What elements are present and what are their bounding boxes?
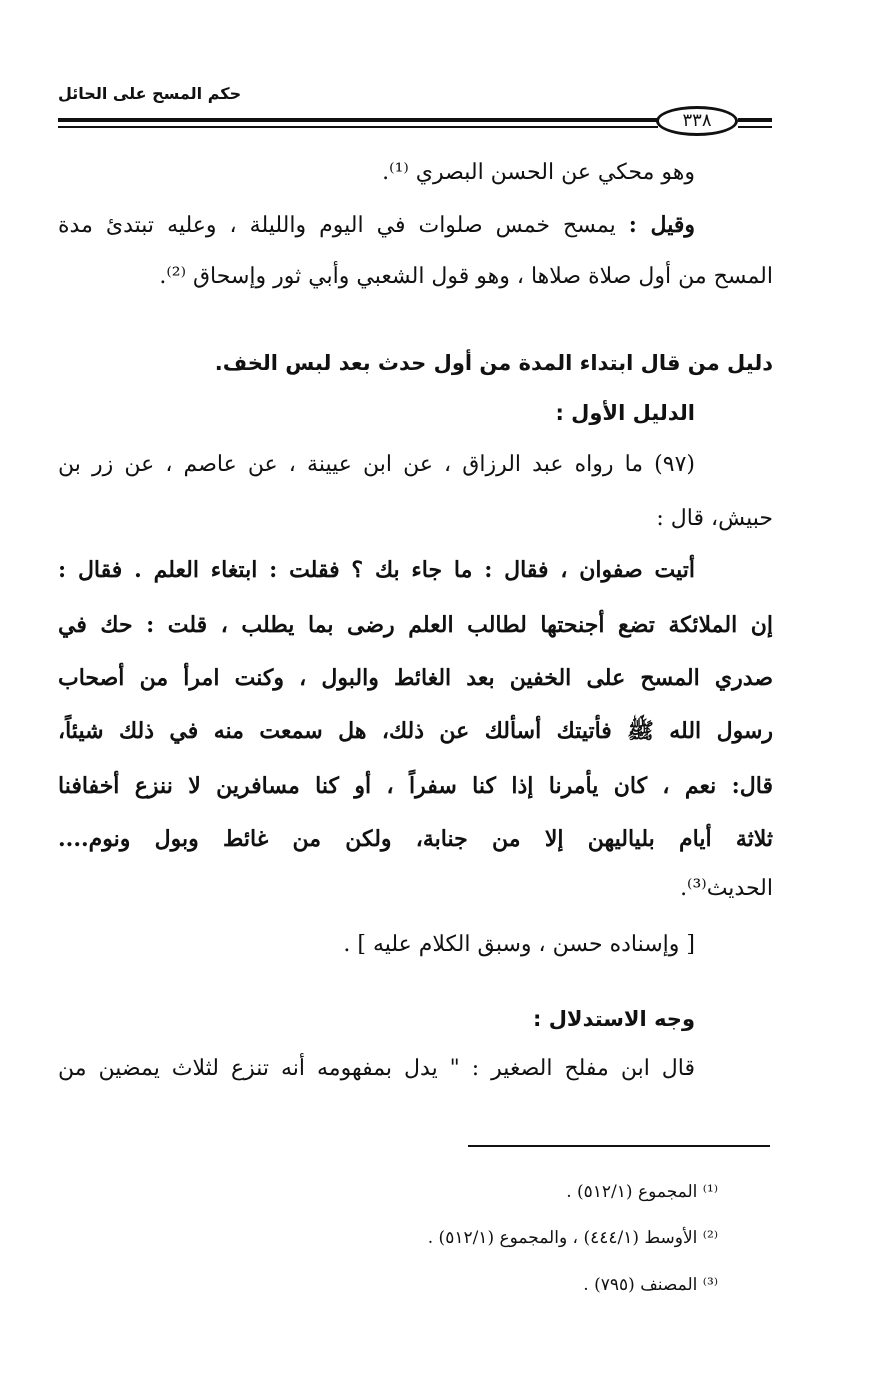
- text-line: قال ابن مفلح الصغير : " يدل بمفهومه أنه تنزع لثلاث يمضين من: [58, 1056, 695, 1081]
- section-heading: دليل من قال ابتداء المدة من أول حدث بعد لبس الخف.: [214, 351, 773, 375]
- text-span: يمسح خمس صلوات في اليوم والليلة ، وعليه تبتدئ مدة: [58, 213, 629, 238]
- subheading: الدليل الأول :: [555, 401, 695, 425]
- footnote-item: ⁽¹⁾ المجموع (٥١٢/١) .: [566, 1182, 718, 1202]
- hadith-line: ثلاثة أيام بلياليهن إلا من جنابة، ولكن من غائط وبول ونوم....: [58, 826, 773, 852]
- text-line: المسح من أول صلاة صلاها ، وهو قول الشعبي وأبي ثور وإسحاق ⁽²⁾.: [159, 264, 773, 289]
- page-number: ٣٣٨: [656, 106, 738, 136]
- header-rule-upper: [58, 118, 658, 122]
- running-title: حكم المسح على الحائل: [58, 84, 242, 103]
- hadith-line: قال: نعم ، كان يأمرنا إذا كنا سفراً ، أو كنا مسافرين لا ننزع أخفافنا: [58, 773, 773, 799]
- subheading: وجه الاستدلال :: [533, 1007, 695, 1031]
- header-rule-lower: [58, 126, 658, 128]
- text-line: [58, 210, 695, 241]
- text-line: حبيش، قال :: [656, 506, 773, 531]
- hadith-line: إن الملائكة تضع أجنحتها لطالب العلم رضى بما يطلب ، قلت : حك في: [58, 612, 773, 638]
- text-line: [ وإسناده حسن ، وسبق الكلام عليه ] .: [343, 932, 695, 957]
- footnote-item: ⁽²⁾ الأوسط (٤٤٤/١) ، والمجموع (٥١٢/١) .: [427, 1228, 718, 1248]
- text-line: وهو محكي عن الحسن البصري ⁽¹⁾.: [382, 160, 695, 185]
- hadith-line: رسول الله ﷺ فأتيتك أسألك عن ذلك، هل سمعت منه في ذلك شيئاً،: [58, 718, 773, 744]
- label-qila: وقيل :: [628, 212, 695, 238]
- footnote-item: ⁽³⁾ المصنف (٧٩٥) .: [583, 1275, 718, 1295]
- header-rule-right-lower: [738, 126, 772, 128]
- hadith-line: صدري المسح على الخفين بعد الغائط والبول ، وكنت امرأ من أصحاب: [58, 665, 773, 691]
- header-rule-right-upper: [738, 118, 772, 122]
- hadith-line: أتيت صفوان ، فقال : ما جاء بك ؟ فقلت : ابتغاء العلم . فقال :: [58, 557, 695, 583]
- text-line: الحديث⁽³⁾.: [680, 876, 773, 901]
- footnote-separator: [468, 1145, 770, 1147]
- text-line: (٩٧) ما رواه عبد الرزاق ، عن ابن عيينة ، عن عاصم ، عن زر بن: [58, 452, 695, 477]
